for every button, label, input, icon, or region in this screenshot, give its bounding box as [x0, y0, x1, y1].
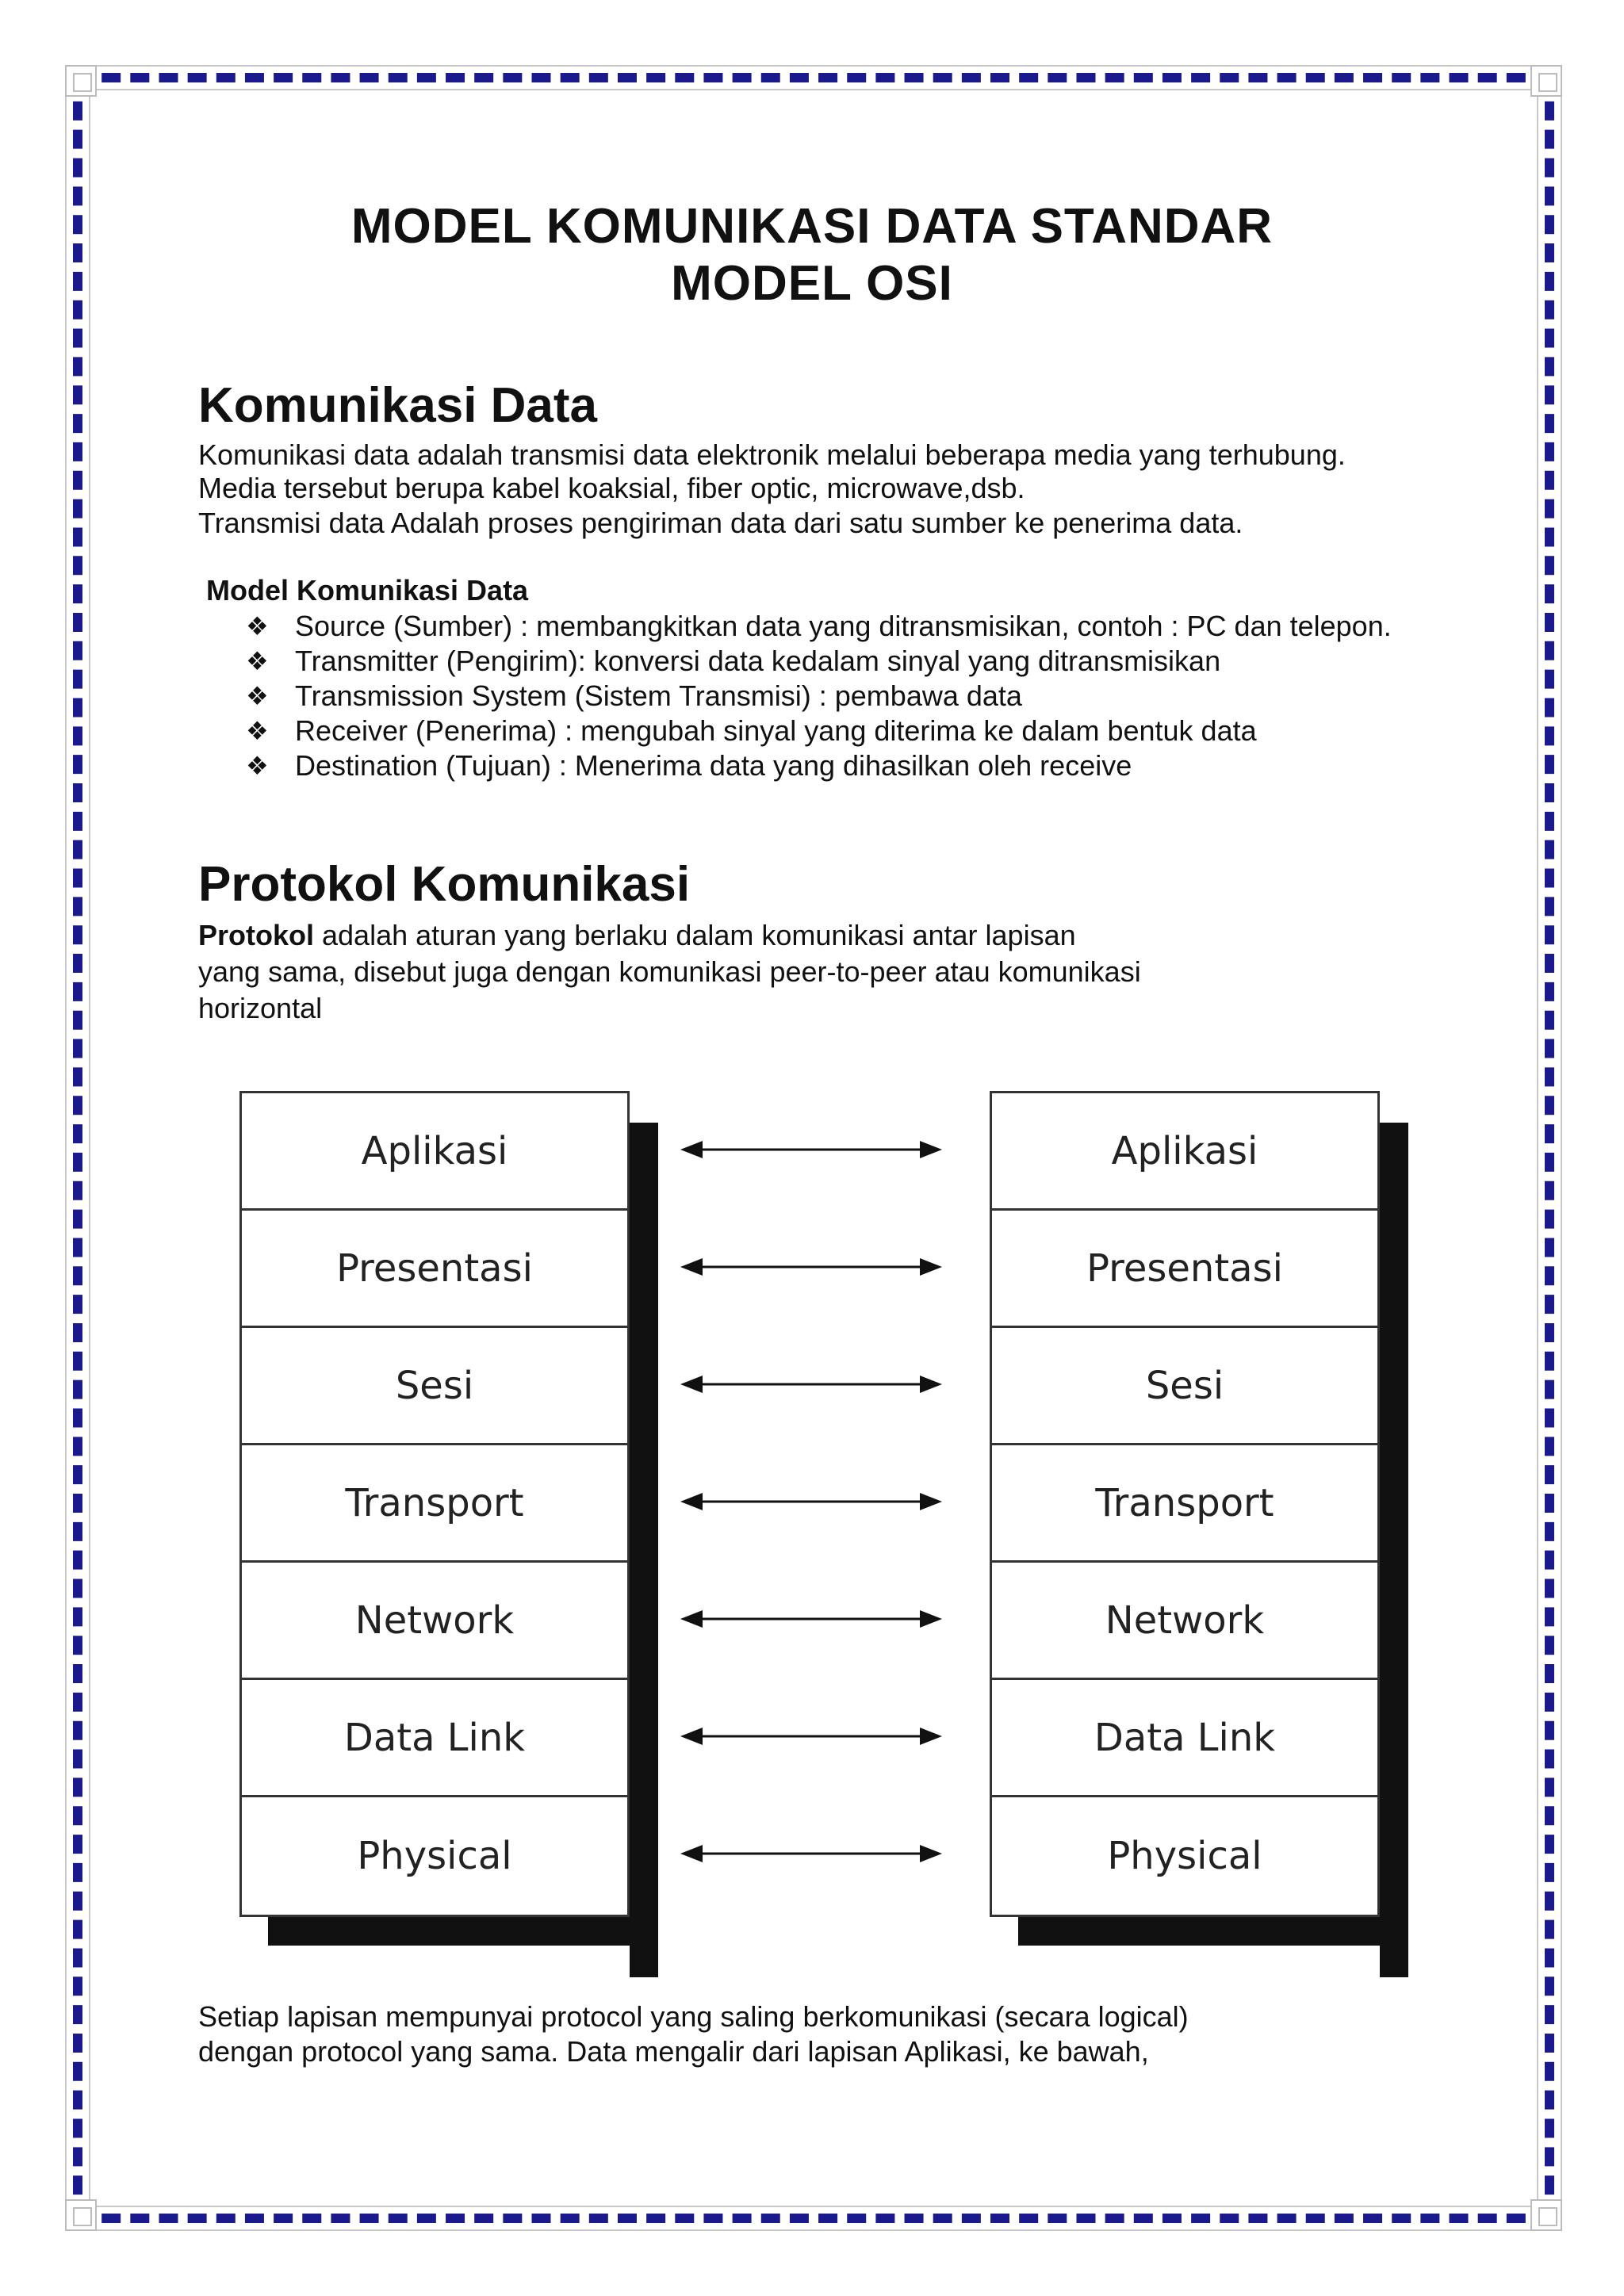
paragraph-line: Transmisi data Adalah proses pengiriman data dari satu sumber ke penerima data.	[198, 507, 1243, 539]
osi-layers-left	[239, 1091, 630, 1917]
osi-layer: Physical	[357, 1834, 512, 1878]
model-komunikasi-list	[246, 609, 1445, 783]
page-title-line1: MODEL KOMUNIKASI DATA STANDAR	[350, 199, 1274, 254]
list-item: ❖ Transmission System (Sistem Transmisi) : pembawa data	[246, 679, 1022, 712]
osi-layer: Network	[992, 1563, 1377, 1680]
osi-layer: Transport	[992, 1445, 1377, 1563]
paragraph-line: dengan protocol yang sama. Data mengalir dari lapisan Aplikasi, ke bawah,	[198, 2035, 1149, 2068]
osi-stack-right	[990, 1091, 1380, 1915]
corner-ornament-bottom-left	[65, 2199, 97, 2231]
bullet-icon: ❖	[246, 612, 269, 641]
bullet-icon: ❖	[246, 717, 269, 745]
osi-stack-left	[239, 1091, 630, 1915]
paragraph-line: Komunikasi data adalah transmisi data elektronik melalui beberapa media yang terhubung.	[198, 438, 1346, 471]
stack-shadow	[1018, 1915, 1408, 1946]
osi-layer: Sesi	[992, 1328, 1377, 1445]
osi-layer: Physical	[1107, 1834, 1262, 1878]
osi-layer: Presentasi	[992, 1211, 1377, 1328]
bullet-icon: ❖	[246, 752, 269, 780]
peer-arrow-icon	[680, 1255, 942, 1279]
paragraph-line: yang sama, disebut juga dengan komunikasi peer-to-peer atau komunikasi	[198, 955, 1141, 988]
list-item: ❖ Transmitter (Pengirim): konversi data kedalam sinyal yang ditransmisikan	[246, 645, 1221, 677]
osi-layer: Sesi	[242, 1328, 627, 1445]
bullet-icon: ❖	[246, 682, 269, 710]
paragraph-line: Media tersebut berupa kabel koaksial, fiber optic, microwave,dsb.	[198, 472, 1025, 504]
osi-layer: Aplikasi	[242, 1093, 627, 1211]
osi-layers-right	[990, 1091, 1380, 1917]
osi-layer: Data Link	[242, 1680, 627, 1797]
stack-shadow	[630, 1123, 658, 1977]
sub-heading-model-komunikasi: Model Komunikasi Data	[206, 574, 529, 607]
page-title-line2: MODEL OSI	[671, 256, 953, 311]
section-heading-komunikasi-data: Komunikasi Data	[198, 378, 598, 433]
peer-arrow-icon	[680, 1842, 942, 1866]
osi-layer: Network	[242, 1563, 627, 1680]
paragraph-line: horizontal	[198, 992, 323, 1024]
paragraph-line: Setiap lapisan mempunyai protocol yang saling berkomunikasi (secara logical)	[198, 2000, 1189, 2033]
corner-ornament-top-right	[1530, 65, 1562, 97]
list-item: ❖ Receiver (Penerima) : mengubah sinyal yang diterima ke dalam bentuk data	[246, 714, 1257, 747]
list-item: ❖ Source (Sumber) : membangkitkan data yang ditransmisikan, contoh : PC dan telepon.	[246, 610, 1392, 642]
list-item: ❖ Destination (Tujuan) : Menerima data yang dihasilkan oleh receive	[246, 749, 1132, 782]
peer-arrow-icon	[680, 1490, 942, 1513]
section-heading-protokol: Protokol Komunikasi	[198, 857, 691, 912]
osi-layer: Aplikasi	[992, 1093, 1377, 1211]
peer-arrow-icon	[680, 1138, 942, 1161]
osi-layer: Presentasi	[242, 1211, 627, 1328]
stack-shadow	[268, 1915, 658, 1946]
paragraph-line: Protokol adalah aturan yang berlaku dalam komunikasi antar lapisan	[198, 919, 1076, 951]
bullet-icon: ❖	[246, 647, 269, 675]
peer-arrow-icon	[680, 1372, 942, 1396]
peer-arrow-icon	[680, 1607, 942, 1631]
corner-ornament-top-left	[65, 65, 97, 97]
corner-ornament-bottom-right	[1530, 2199, 1562, 2231]
osi-layer: Transport	[242, 1445, 627, 1563]
osi-layer: Data Link	[992, 1680, 1377, 1797]
peer-arrow-icon	[680, 1724, 942, 1748]
stack-shadow	[1380, 1123, 1408, 1977]
